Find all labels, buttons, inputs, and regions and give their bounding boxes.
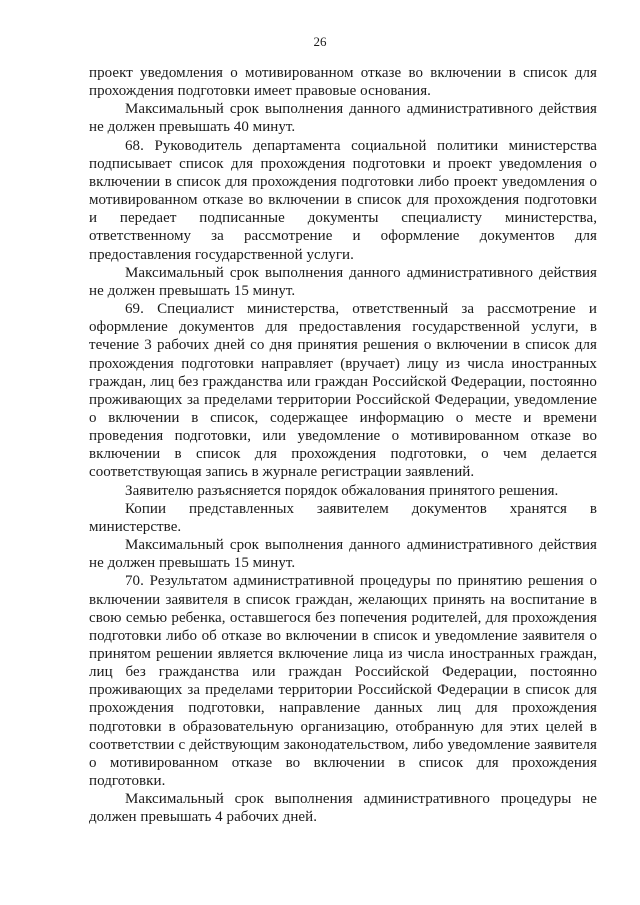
- paragraph-time-limit-40: Максимальный срок выполнения данного административного действия не должен превышать 40 минут.: [89, 101, 597, 136]
- paragraph-document-copies: Копии представленных заявителем документов хранятся в министерстве.: [89, 500, 597, 535]
- paragraph-item-70: 70. Результатом административной процедуры по принятию решения о включении заявителя в список граждан, желающих принять на воспитание в свою семью ребенка, оставшегося без попечения родителей, для прохождения подготовки либо об отказе во включении в список и уведомление заявителя о принятом решении является включение лица из числа иностранных граждан, лиц без гражданства или граждан Российской Федерации, постоянно проживающих за пределами территории Российской Федерации в список для прохождения подготовки, направление данных лиц для прохождения подготовки в образовательную организацию, отобранную для этих целей в соответствии с действующим законодательством, либо уведомление заявителя о мотивированном отказе во включении в список для прохождения подготовки.: [89, 573, 597, 790]
- paragraph-time-limit-15-a: Максимальный срок выполнения данного административного действия не должен превышать 15 минут.: [89, 264, 597, 299]
- paragraph-continuation: проект уведомления о мотивированном отказе во включении в список для прохождения подготовки имеет правовые основания.: [89, 65, 597, 100]
- document-body: [89, 64, 597, 827]
- paragraph-appeal-procedure: Заявителю разъясняется порядок обжалования принятого решения.: [125, 482, 559, 499]
- paragraph-item-69: 69. Специалист министерства, ответственный за рассмотрение и оформление документов для предоставления государственной услуги, в течение 3 рабочих дней со дня принятия решения о включении в список для прохождения подготовки направляет (вручает) лицу из числа иностранных граждан, лиц без гражданства или граждан Российской Федерации, постоянно проживающих за пределами территории Российской Федерации, уведомление о включении в список, содержащее информацию о месте и времени проведения подготовки, или уведомление о мотивированном отказе во включении в список для прохождения подготовки, о чем делается соответствующая запись в журнале регистрации заявлений.: [89, 301, 597, 481]
- page-number: 26: [313, 34, 327, 49]
- paragraph-procedure-time-limit: Максимальный срок выполнения административного процедуры не должен превышать 4 рабочих дней.: [89, 791, 597, 826]
- paragraph-item-68: 68. Руководитель департамента социальной политики министерства подписывает список для прохождения подготовки и проект уведомления о включении в список для прохождения подготовки либо проект уведомления о мотивированном отказе во включении в список для прохождения подготовки и передает подписанные документы специалисту министерства, ответственному за рассмотрение и оформление документов для предоставления государственной услуги.: [89, 137, 597, 263]
- paragraph-time-limit-15-b: Максимальный срок выполнения данного административного действия не должен превышать 15 минут.: [89, 537, 597, 572]
